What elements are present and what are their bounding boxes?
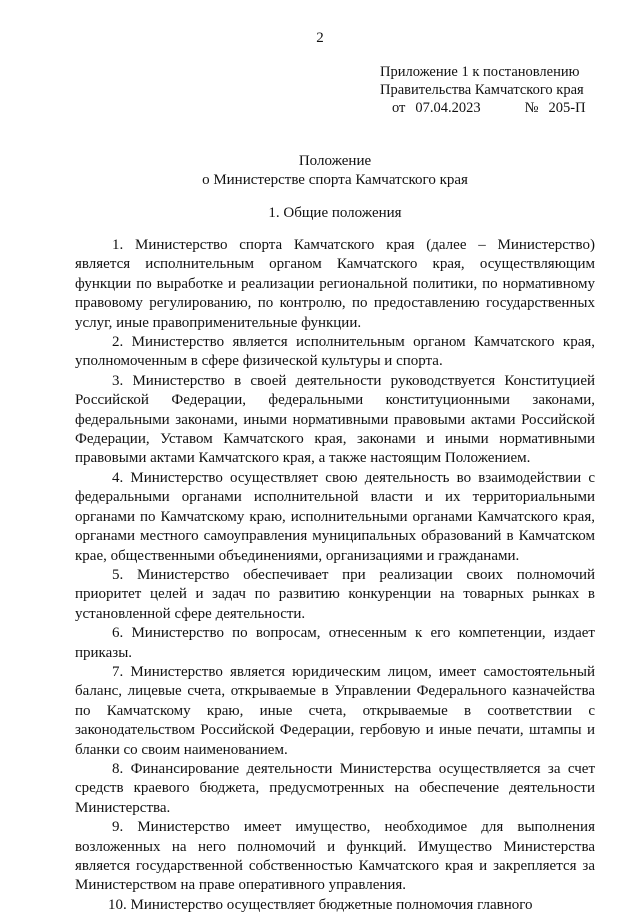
document-title-line-2: о Министерстве спорта Камчатского края bbox=[202, 172, 468, 188]
appendix-date: 07.04.2023 bbox=[415, 100, 481, 116]
paragraph-4: 4. Министерство осуществляет свою деятельность во взаимодействии с федеральными органами исполнительной власти и их территориальными органами по Камчатскому краю, исполнительными органами Камчатского края, органами местного самоуправления муниципальных образований в Камчатском крае, общественными объединениями, организациями и гражданами. bbox=[75, 469, 595, 564]
appendix-header bbox=[380, 63, 586, 117]
paragraph-1: 1. Министерство спорта Камчатского края (далее – Министерство) является исполнительным органом Камчатского края, осуществляющим функции по выработке и реализации региональной политики, по нормативному правовому регулированию, по контролю, по предоставлению государственных услуг, иные правоприменительные функции. bbox=[75, 237, 595, 331]
appendix-number-prefix: № bbox=[524, 100, 539, 116]
paragraph-5: 5. Министерство обеспечивает при реализации своих полномочий приоритет целей и задач по развитию конкуренции на товарных рынках в установленной сфере деятельности. bbox=[75, 566, 595, 622]
appendix-line-1: Приложение 1 к постановлению bbox=[380, 64, 580, 80]
document-body bbox=[75, 236, 595, 915]
appendix-date-prefix: от bbox=[392, 100, 406, 116]
document-title-line-1: Положение bbox=[298, 153, 372, 169]
paragraph-8: 8. Финансирование деятельности Министерства осуществляется за счет средств краевого бюджета, предусмотренных на обеспечение деятельности Министерства. bbox=[75, 760, 595, 816]
appendix-line-2: Правительства Камчатского края bbox=[380, 82, 584, 98]
appendix-date-number-line bbox=[380, 99, 586, 117]
paragraph-10: 10. Министерство осуществляет бюджетные полномочия главного bbox=[108, 896, 533, 913]
paragraph-3: 3. Министерство в своей деятельности руководствуется Конституцией Российской Федерации, федеральными конституционными законами, федеральными законами, иными нормативными правовыми актами Российской Федерации, Уставом Камчатского края, законами и иными нормативными правовыми актами Камчатского края, а также настоящим Положением. bbox=[75, 372, 595, 467]
page-number: 2 bbox=[316, 30, 324, 46]
section-heading: 1. Общие положения bbox=[268, 205, 402, 221]
document-title bbox=[0, 152, 640, 190]
paragraph-7: 7. Министерство является юридическим лицом, имеет самостоятельный баланс, лицевые счета, открываемые в Управлении Федерального казначейства по Камчатскому краю, иные счета, открываемые в соответствии с законодательством Российской Федерации, гербовую и иные печати, штампы и бланки со своим наименованием. bbox=[75, 663, 595, 758]
paragraph-9: 9. Министерство имеет имущество, необходимое для выполнения возложенных на него полномочий и функций. Имущество Министерства является государственной собственностью Камчатского края и закрепляется за Министерством на праве оперативного управления. bbox=[75, 819, 595, 894]
appendix-number: 205-П bbox=[548, 100, 586, 116]
paragraph-6: 6. Министерство по вопросам, отнесенным к его компетенции, издает приказы. bbox=[75, 625, 595, 661]
paragraph-2: 2. Министерство является исполнительным органом Камчатского края, уполномоченным в сфере физической культуры и спорта. bbox=[75, 334, 595, 370]
